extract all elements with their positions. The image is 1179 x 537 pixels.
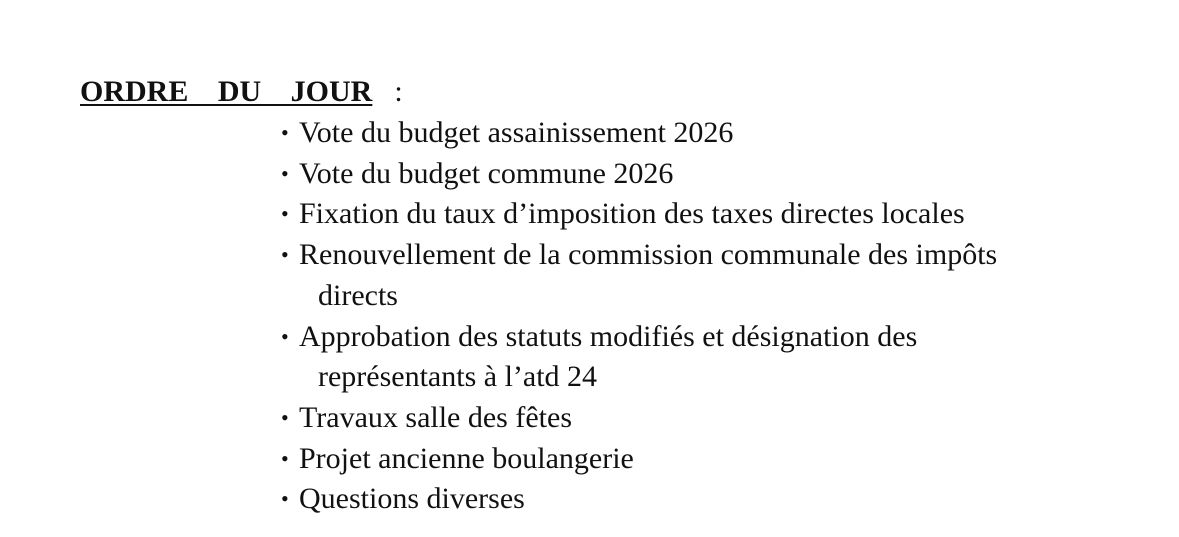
agenda-item-text: Questions diverses: [299, 482, 525, 516]
agenda-item: [281, 113, 1141, 154]
agenda-item-text: Vote du budget assainissement 2026: [299, 116, 734, 149]
agenda-item: [281, 439, 1141, 480]
agenda-heading: [80, 72, 403, 112]
heading-title: ORDRE DU JOUR: [80, 75, 373, 108]
bullet-icon: •: [281, 323, 289, 349]
bullet-icon: •: [281, 120, 289, 145]
agenda-item-text: Renouvellement de la commission communale des impôts: [299, 238, 998, 272]
agenda-list: [281, 113, 1141, 520]
agenda-item-text: Vote du budget commune 2026: [299, 156, 674, 190]
agenda-item-text: Travaux salle des fêtes: [299, 400, 572, 434]
bullet-icon: •: [281, 160, 289, 186]
agenda-item: [281, 235, 1141, 316]
agenda-item-text-continuation: représentants à l’atd 24: [318, 360, 598, 394]
agenda-item: [281, 479, 1141, 520]
agenda-item-text: Fixation du taux d’imposition des taxes directes locales: [299, 197, 965, 231]
bullet-icon: •: [281, 404, 289, 430]
bullet-icon: •: [281, 201, 289, 227]
bullet-icon: •: [281, 242, 289, 268]
agenda-item: [281, 398, 1141, 439]
agenda-item-text-continuation: directs: [318, 278, 398, 312]
bullet-icon: •: [281, 486, 289, 512]
agenda-item: [281, 154, 1141, 195]
agenda-item-text: Projet ancienne boulangerie: [299, 441, 634, 475]
agenda-item: [281, 194, 1141, 235]
bullet-icon: •: [281, 445, 289, 471]
agenda-item: [281, 317, 1141, 398]
heading-colon: :: [394, 75, 403, 108]
agenda-item-text: Approbation des statuts modifiés et désignation des: [299, 319, 918, 353]
